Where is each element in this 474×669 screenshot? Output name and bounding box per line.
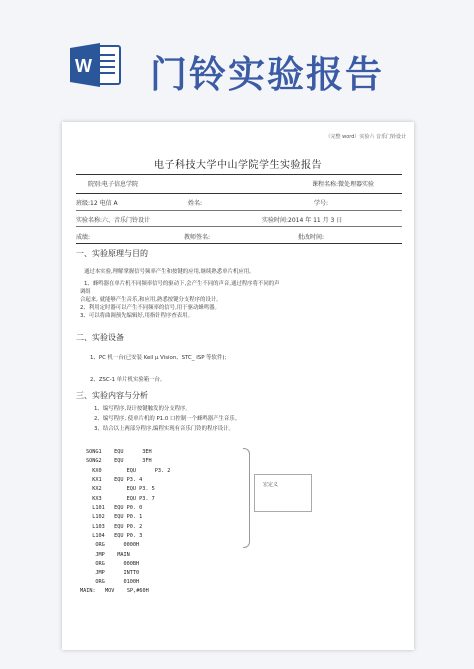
- page-heading: 门铃实验报告: [150, 53, 384, 96]
- score-field: 成绩:: [76, 234, 91, 241]
- macro-definition-box: [254, 474, 312, 512]
- course-field: 课程名称:微处理器实验: [312, 181, 375, 188]
- class-field: 班级:12 电信 A: [76, 200, 118, 207]
- code-line: ORG 0000H: [86, 542, 140, 548]
- principle-line: 2、利用定时器可以产生不同频率的信号,用于驱动蜂鸣器。: [80, 305, 220, 311]
- document-title: 电子科技大学中山学院学生实验报告: [154, 160, 322, 171]
- content-line: 1、编写程序,设计按键触发的分支程序。: [94, 406, 191, 412]
- code-line: JMP MAIN: [86, 552, 130, 558]
- principle-line: 通过本实验,理解掌握信号频率产生和按键的应用,继续熟悉单片机应用。: [84, 269, 255, 275]
- section-heading-equipment: 二、实验设备: [76, 333, 124, 342]
- code-line: KX3 EQU P3. 7: [86, 496, 155, 502]
- section-heading-principle: 一、实验原理与目的: [76, 249, 148, 258]
- principle-line: 1、蜂鸣器在单片机不同频率信号的驱动下,会产生不同的声音,通过程序将不同的声: [84, 281, 280, 287]
- corner-note: （完整 word）实验六 音乐门铃设计: [325, 134, 406, 140]
- rule: [76, 174, 402, 175]
- college-field: 院别:电子信息学院: [88, 181, 139, 188]
- code-line: ORG 0100H: [86, 579, 140, 585]
- code-line: KX0 EQU P3. 2: [86, 468, 171, 474]
- code-line: MAIN: MOV SP,#60H: [80, 588, 149, 594]
- experiment-field: 实验名称:六、音乐门铃设计: [76, 217, 151, 224]
- principle-line: 合起来, 就能够产生音乐,和应用,熟悉按键分支程序的设计。: [80, 297, 222, 303]
- content-line: 2、编写程序, 使单片机的 P1.0 口控制一个蜂鸣器产生音乐。: [94, 416, 241, 422]
- code-line: KX1 EQU P3. 4: [86, 477, 143, 483]
- student-id-field: 学号:: [314, 200, 329, 207]
- code-line: ORG 000BH: [86, 561, 140, 567]
- code-line: L103 EQU P0. 2: [86, 524, 143, 530]
- equipment-line: 2、ZSC-1 单片机实验箱一台。: [90, 377, 166, 383]
- code-line: JMP INTT0: [86, 570, 140, 576]
- section-heading-content: 三、实验内容与分析: [76, 391, 148, 400]
- header-banner: [0, 0, 474, 112]
- grading-time-field: 批改时间:: [298, 234, 325, 241]
- macro-definition-label: 宏定义: [263, 482, 279, 488]
- principle-line: 调组: [80, 289, 91, 295]
- name-field: 姓名:: [188, 200, 203, 207]
- equipment-line: 1、PC 机一台(已安装 Keil μ Vision、STC_ ISP 等软件);: [90, 355, 227, 361]
- word-document-icon: [70, 42, 122, 88]
- document-page: [62, 122, 414, 650]
- content-line: 3、结合以上两部分程序,编程实现有音乐门铃的程序设计。: [94, 426, 234, 432]
- code-line: SONG2 EQU 3FH: [86, 458, 152, 464]
- svg-text:W: W: [75, 56, 92, 76]
- rule: [76, 193, 402, 194]
- rule: [76, 243, 402, 244]
- rule: [76, 226, 402, 227]
- code-line: L101 EQU P0. 0: [86, 505, 143, 511]
- date-field: 实验时间:2014 年 11 月 3 日: [262, 217, 343, 224]
- principle-line: 3、可以将曲调预先编辑好,用指针程序查表用。: [80, 313, 193, 319]
- brace-bracket: [243, 448, 250, 548]
- code-line: L104 EQU P0. 3: [86, 533, 143, 539]
- code-line: KX2 EQU P3. 5: [86, 486, 155, 492]
- rule: [76, 210, 402, 211]
- teacher-field: 教师签名:: [184, 234, 211, 241]
- code-line: L102 EQU P0. 1: [86, 514, 143, 520]
- code-line: SONG1 EQU 3EH: [86, 449, 152, 455]
